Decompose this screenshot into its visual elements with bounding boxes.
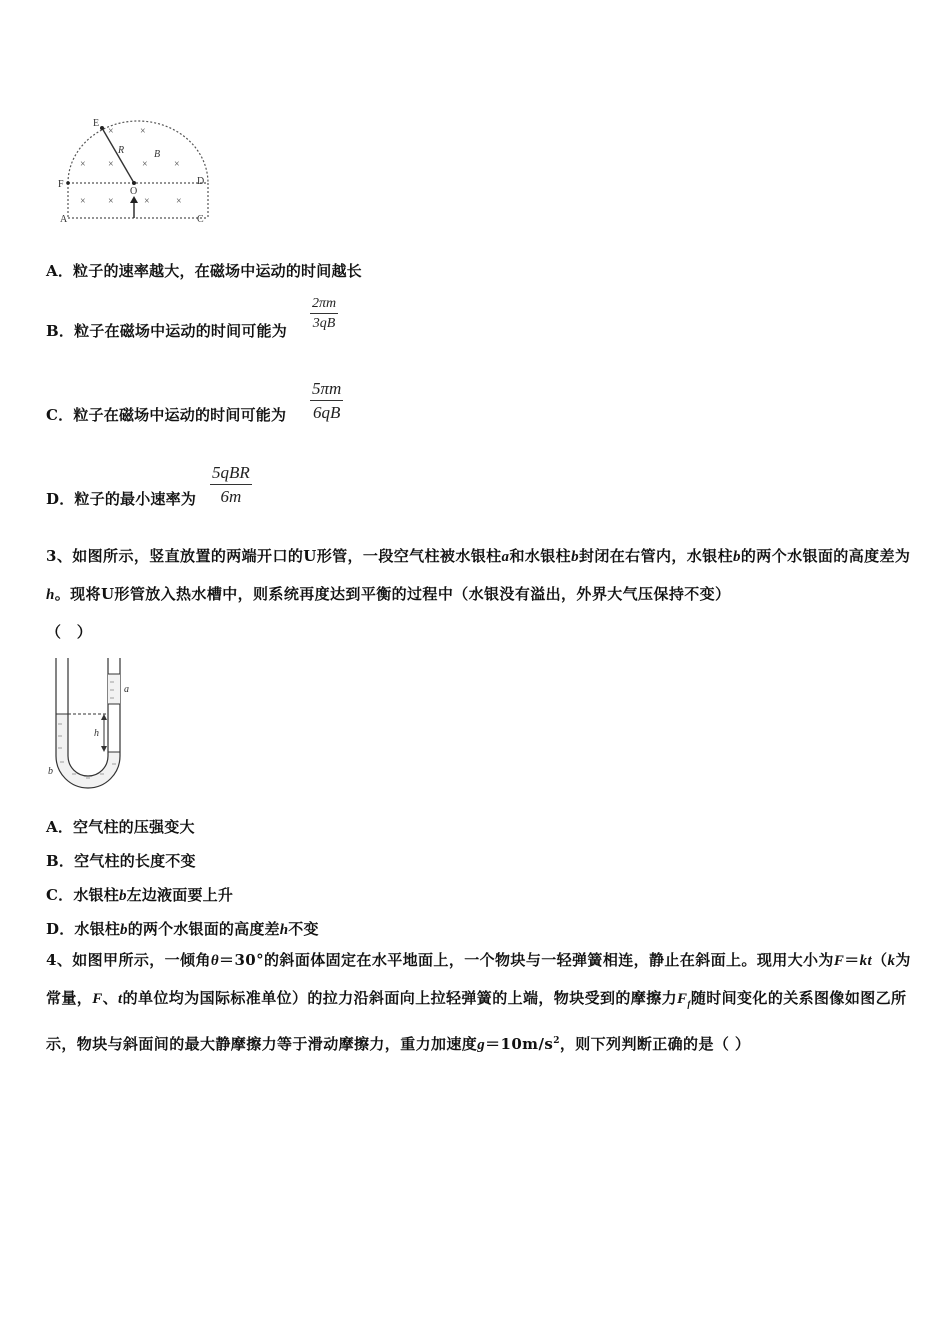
field-boundary-arc: [68, 121, 208, 183]
q3-option-b[interactable]: [46, 850, 196, 871]
option-d-fraction: [210, 463, 252, 507]
q4-kt: kt: [859, 953, 873, 969]
q4-seg1: 如图甲所示，一倾角: [72, 951, 211, 969]
q4-theta: θ: [210, 953, 220, 969]
option-d-prefix: D．: [46, 490, 75, 508]
q4-seg8: 随时间变化的关系图像如图乙所示，物块与斜面间的最大静摩擦力等于滑动摩擦力，重力加速度: [46, 989, 907, 1053]
label-c: C: [197, 214, 204, 225]
q3-option-d-mid: 的两个水银面的高度差: [127, 920, 280, 938]
field-mark: ×: [108, 159, 114, 170]
field-mark: ×: [80, 196, 86, 207]
option-c-fraction: [310, 379, 343, 423]
q3-seg3: 封闭在右管内，水银柱: [578, 547, 733, 565]
q3-option-b-prefix: B．: [46, 852, 75, 870]
field-mark: ×: [108, 126, 114, 137]
u-tube-inner: [68, 658, 108, 776]
u-tube-mercury-b: [56, 714, 120, 788]
option-b-fraction: [310, 296, 338, 332]
point-o: [132, 181, 136, 185]
q3-var-b2: b: [732, 549, 741, 565]
point-f: [66, 181, 70, 185]
magnetic-field-figure: [56, 114, 216, 226]
q4-seg6: 、: [102, 989, 119, 1007]
option-a[interactable]: [46, 260, 362, 281]
q3-option-c-post: 左边液面要上升: [126, 886, 234, 904]
q3-option-d-post: 不变: [288, 920, 319, 938]
option-c-text: 粒子在磁场中运动的时间可能为: [73, 406, 287, 424]
label-h: h: [94, 728, 99, 739]
q4-t: t: [118, 991, 123, 1007]
q4-seg9: ＝10m/s: [485, 1035, 554, 1053]
u-tube-figure: [46, 656, 146, 792]
q3-seg4: 的两个水银面的高度差为: [740, 547, 911, 565]
height-arrowhead-top: [101, 714, 107, 720]
q4-f: F: [833, 953, 845, 969]
q4-k: k: [887, 953, 896, 969]
q3-option-c-var: b: [118, 888, 127, 904]
q3-seg5: 。现将U形管放入热水槽中，则系统再度达到平衡的过程中（水银没有溢出，外界大气压保持不变）: [54, 585, 731, 603]
q4-ff-sub: f: [687, 999, 691, 1009]
q3-paren: （ ）: [46, 623, 93, 641]
q3-option-c-prefix: C．: [46, 886, 74, 904]
label-f: F: [58, 179, 64, 190]
field-mark: ×: [176, 196, 182, 207]
option-c-denominator: 6qB: [312, 403, 341, 422]
q4-seg10: ，则下列判断正确的是（ ）: [559, 1035, 751, 1053]
q3-option-c-pre: 水银柱: [73, 886, 119, 904]
q3-var-a: a: [501, 549, 510, 565]
q3-var-b: b: [571, 549, 579, 565]
q3-option-d-var: b: [120, 922, 128, 938]
question-4-stem: [46, 942, 916, 1064]
field-mark: ×: [142, 159, 148, 170]
question-3-number: 3、: [46, 547, 73, 565]
option-a-prefix: A．: [46, 262, 74, 280]
option-b-text: 粒子在磁场中运动的时间可能为: [74, 322, 287, 340]
q3-option-a[interactable]: [46, 816, 195, 837]
option-c-prefix: C．: [46, 406, 74, 424]
field-mark: ×: [144, 196, 150, 207]
option-d-denominator: 6m: [220, 487, 242, 506]
label-d: D: [197, 176, 205, 187]
option-d-numerator: 5qBR: [210, 463, 252, 485]
q3-seg2: 和水银柱: [509, 547, 572, 565]
option-d-text: 粒子的最小速率为: [74, 490, 197, 508]
q3-seg1: 如图所示，竖直放置的两端开口的U形管，一段空气柱被水银柱: [72, 547, 502, 565]
question-4-number: 4、: [46, 951, 73, 969]
point-e: [100, 126, 104, 130]
label-o: O: [130, 186, 138, 197]
option-a-text: 粒子的速率越大，在磁场中运动的时间越长: [73, 262, 362, 280]
q4-seg5: 为常量，: [46, 951, 911, 1007]
height-arrowhead-bottom: [101, 746, 107, 752]
q3-option-d-pre: 水银柱: [74, 920, 121, 938]
q4-sup: 2: [553, 1036, 560, 1046]
q4-f2: F: [92, 991, 103, 1007]
option-c-numerator: 5πm: [310, 379, 343, 401]
field-mark: ×: [80, 159, 86, 170]
option-b[interactable]: [46, 320, 287, 341]
question-3-stem: [46, 538, 916, 651]
q3-option-a-text: 空气柱的压强变大: [73, 818, 195, 836]
q3-option-b-text: 空气柱的长度不变: [74, 852, 196, 870]
q4-ff: F: [677, 991, 688, 1007]
q4-g: g: [477, 1037, 486, 1053]
option-d[interactable]: [46, 488, 196, 509]
q3-option-a-prefix: A．: [46, 818, 74, 836]
option-b-numerator: 2πm: [310, 296, 338, 314]
q4-seg4: （: [872, 951, 888, 969]
option-c[interactable]: [46, 404, 286, 425]
field-mark: ×: [140, 126, 146, 137]
q4-seg3: ＝: [844, 951, 860, 969]
option-b-prefix: B．: [46, 322, 75, 340]
velocity-arrowhead: [130, 196, 138, 203]
mercury-column-a: [108, 674, 120, 704]
field-mark: ×: [174, 159, 180, 170]
label-e: E: [93, 118, 100, 129]
option-b-denominator: 3qB: [312, 316, 336, 331]
field-mark: ×: [108, 196, 114, 207]
label-a: A: [60, 214, 68, 225]
label-r: R: [118, 145, 125, 156]
q3-option-d-var2: h: [279, 922, 289, 938]
q3-var-h: h: [46, 587, 55, 603]
label-a-mercury: a: [124, 684, 129, 695]
q4-seg2: ＝30°的斜面体固定在水平地面上，一个物块与一轻弹簧相连，静止在斜面上。现用大小为: [219, 951, 834, 969]
label-b-mercury: b: [48, 766, 53, 777]
q4-seg7: 的单位均为国际标准单位）的拉力沿斜面向上拉轻弹簧的上端，物块受到的摩擦力: [122, 989, 677, 1007]
q3-option-c[interactable]: [46, 884, 233, 905]
label-b: B: [154, 149, 161, 160]
q3-option-d[interactable]: [46, 918, 319, 939]
q3-option-d-prefix: D．: [46, 920, 75, 938]
